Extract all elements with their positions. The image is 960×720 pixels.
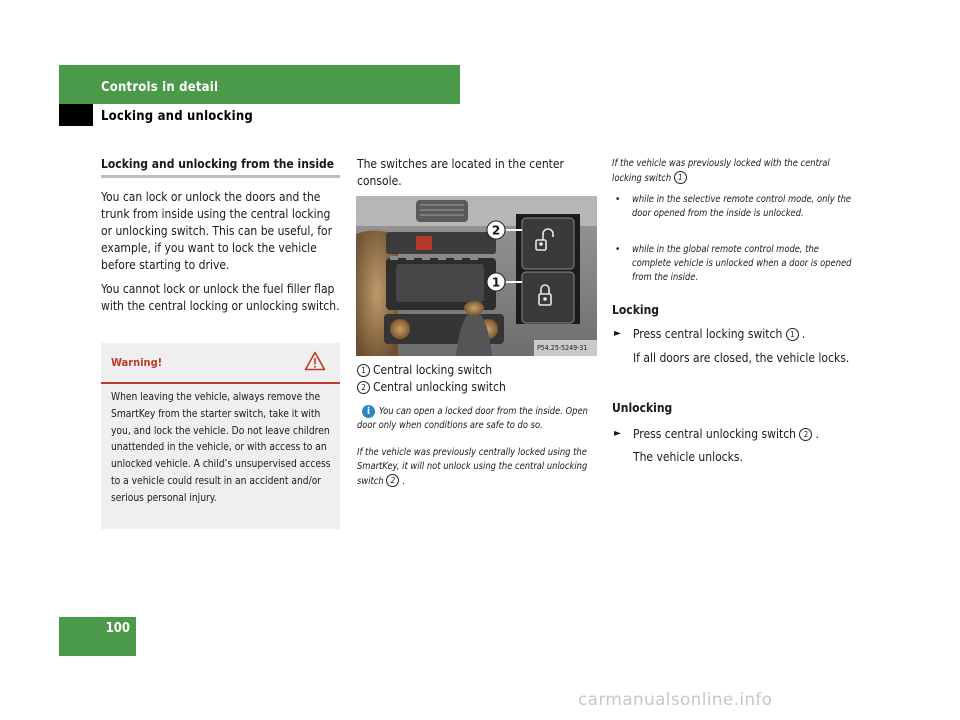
step-arrow-icon: ►: [614, 428, 621, 439]
legend-label: Central locking switch: [373, 363, 493, 377]
info-note-end: .: [402, 476, 406, 487]
callout-1: 1: [491, 275, 501, 290]
step-arrow-icon: ►: [614, 328, 621, 339]
locking-result: If all doors are closed, the vehicle locks.: [633, 351, 850, 365]
warning-text: When leaving the vehicle, always remove the SmartKey from the starter switch, take it with you, and lock the vehicle. Do not leave children unattended in the vehicle, or with access to an unlocked vehicle. A child’s unsupervised access to a vehicle could result in an accident and/or serious personal injury.: [111, 392, 331, 504]
previous-lock-note: [612, 157, 857, 186]
header-tab-marker: [59, 104, 93, 126]
info-note-text: If the vehicle was previously centrally locked using the SmartKey, it will not unlock using the central unlocking switch: [357, 447, 588, 487]
header-section-title: Controls in detail: [101, 80, 219, 95]
photo-code: P54.25-5249-31: [537, 344, 588, 352]
section-heading: Locking and unlocking from the inside: [101, 157, 335, 171]
unlocking-step: [633, 426, 819, 443]
bullet-global-mode: while in the global remote control mode, the complete vehicle is unlocked when a door is opened from the inside.: [632, 244, 852, 283]
info-note: You can open a locked door from the inside. Open door only when conditions are safe to do so.: [357, 406, 588, 431]
locking-step-text: Press central locking switch: [633, 327, 783, 341]
switch-location-text: The switches are located in the center console.: [357, 157, 564, 188]
locking-step: [633, 326, 805, 343]
legend-item-unlocking: [357, 379, 506, 396]
legend-item-locking: [357, 362, 492, 379]
warning-rule: [101, 382, 340, 384]
intro-paragraph: You can lock or unlock the doors and the trunk from inside using the central locking or unlocking switch. This can be useful, for example, if you want to lock the vehicle before starting to drive.: [101, 190, 333, 272]
locking-heading: Locking: [612, 303, 659, 317]
section-heading-rule: [101, 175, 340, 178]
unlocking-step-text: Press central unlocking switch: [633, 427, 796, 441]
legend-number: 2: [357, 381, 370, 394]
unlocking-step-end: .: [815, 427, 819, 441]
unlocking-result: The vehicle unlocks.: [633, 450, 743, 464]
warning-title: Warning!: [111, 356, 163, 369]
locking-step-end: .: [801, 327, 806, 341]
bullet-glyph: •: [615, 244, 621, 255]
inline-number: 1: [674, 171, 687, 184]
unlocking-heading: Unlocking: [612, 401, 673, 415]
inline-number: 2: [799, 428, 812, 441]
fuel-flap-paragraph: You cannot lock or unlock the fuel filler flap with the central locking or unlocking switch.: [101, 282, 340, 313]
bullet-selective-mode: while in the selective remote control mode, only the door opened from the inside is unlocked.: [632, 194, 852, 219]
header-subsection-title: Locking and unlocking: [101, 109, 253, 124]
watermark: carmanualsonline.info: [578, 690, 773, 710]
center-console-photo: [356, 196, 597, 356]
info-icon: i: [362, 405, 375, 418]
legend-label: Central unlocking switch: [373, 380, 506, 394]
console-illustration: [356, 196, 597, 356]
previous-lock-text: If the vehicle was previously locked with the central locking switch: [612, 158, 830, 184]
inline-number: 1: [786, 328, 799, 341]
legend-number: 1: [357, 364, 370, 377]
page-number: 100: [105, 621, 130, 636]
bullet-glyph: •: [615, 194, 621, 205]
warning-triangle-icon: [304, 351, 326, 371]
inline-number: 2: [386, 474, 399, 487]
info-note-smartkey: [357, 446, 599, 489]
callout-2: 2: [491, 223, 501, 238]
